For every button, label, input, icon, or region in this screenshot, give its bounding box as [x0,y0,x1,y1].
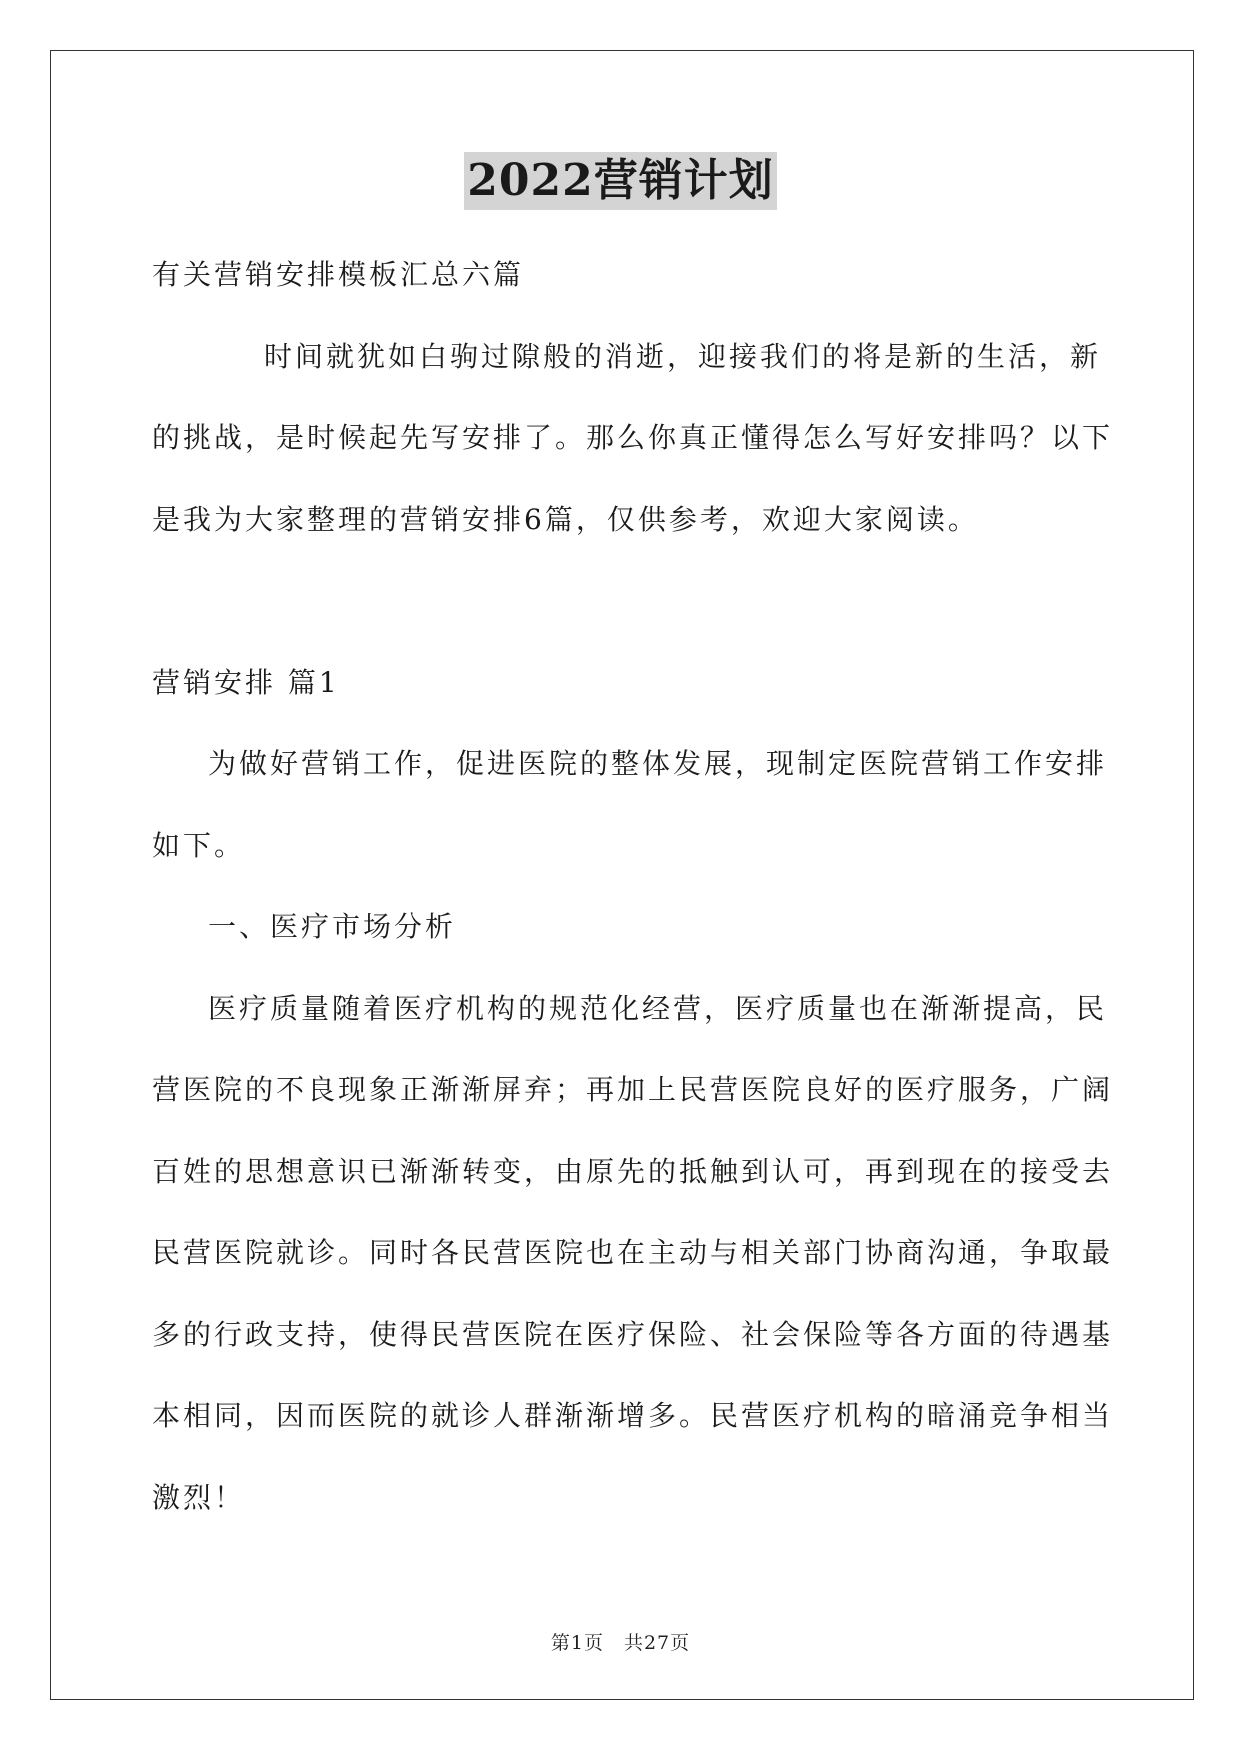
body-paragraph: 为做好营销工作，促进医院的整体发展，现制定医院营销工作安排如下。 [152,747,1108,862]
page-footer [0,1628,1241,1655]
document-body [152,234,1114,1538]
page-total: 共27页 [623,1632,691,1654]
section-heading: 营销安排 篇1 [152,665,340,699]
document-title: 2022营销计划 [464,152,776,210]
spacer [152,560,1114,642]
subsection-heading: 一、医疗市场分析 [208,910,457,943]
title-container [0,152,1241,210]
page-number: 第1页 [550,1632,604,1654]
document-subtitle: 有关营销安排模板汇总六篇 [152,258,525,291]
intro-paragraph: 时间就犹如白驹过隙般的消逝，迎接我们的将是新的生活，新的挑战，是时候起先写安排了。那么你真正懂得怎么写好安排吗？以下是我为大家整理的营销安排6篇，仅供参考，欢迎大家阅读。 [152,339,1114,536]
body-paragraph: 医疗质量随着医疗机构的规范化经营，医疗质量也在渐渐提高，民营医院的不良现象正渐渐屏弃；再加上民营医院良好的医疗服务，广阔百姓的思想意识已渐渐转变，由原先的抵触到认可，再到现在的接受去民营医院就诊。同时各民营医院也在主动与相关部门协商沟通，争取最多的行政支持，使得民营医院在医疗保险、社会保险等各方面的待遇基本相同，因而医院的就诊人群渐渐增多。民营医疗机构的暗涌竞争相当激烈！ [152,991,1114,1514]
